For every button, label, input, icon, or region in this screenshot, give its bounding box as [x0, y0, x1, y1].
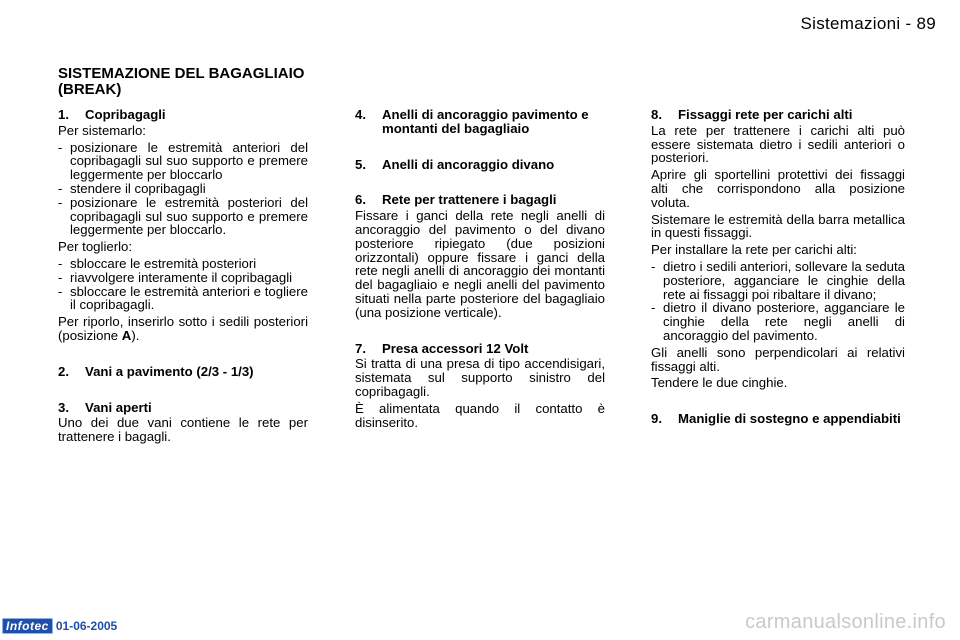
- section-number: 2.: [58, 363, 69, 379]
- section-heading: Anelli di ancoraggio pavimento e montanti del bagagliaio: [382, 107, 589, 136]
- paragraph: Tendere le due cinghie.: [651, 375, 788, 391]
- section-heading: Rete per trattenere i bagagli: [382, 192, 557, 208]
- list-item: - sbloccare le estremità posteriori: [58, 257, 308, 271]
- section-heading: Anelli di ancoraggio divano: [382, 156, 555, 172]
- section-title: [355, 108, 605, 136]
- section: [58, 365, 308, 379]
- paragraph: È alimentata quando il contatto è disinserito.: [355, 400, 605, 430]
- section-number: 9.: [651, 411, 662, 427]
- section-number: 6.: [355, 192, 366, 208]
- paragraph: Gli anelli sono perpendicolari ai relativi fissaggi alti.: [651, 344, 905, 374]
- list-item: - posizionare le estremità anteriori del copribagagli sul suo supporto e premere leggermente per bloccarlo: [58, 141, 308, 182]
- section: [355, 193, 605, 319]
- section-number: 4.: [355, 107, 366, 122]
- footer-date: 01-06-2005: [55, 619, 118, 633]
- section-title: [355, 193, 605, 207]
- paragraph: La rete per trattenere i carichi alti può essere sistemata dietro i sedili anteriori o posteriori.: [651, 122, 905, 166]
- bullet-list: [651, 260, 905, 343]
- section-number: 5.: [355, 156, 366, 172]
- section: [355, 342, 605, 430]
- paragraph: Fissare i ganci della rete negli anelli di ancoraggio del pavimento o del divano posteriore ripiegato (due posizioni orizzontali) oppure fissare i ganci della rete negli anelli di ancoraggio dei montanti del bagagliaio e negli anelli del pavimento situati nella parte posteriore del bagagliaio (una posizione verticale).: [355, 208, 605, 320]
- paragraph: Per toglierlo:: [58, 239, 133, 255]
- list-item: - dietro i sedili anteriori, sollevare la seduta posteriore, agganciare le cinghie della rete ai fissaggi poi ribaltare il divano;: [651, 260, 905, 301]
- paragraph: Aprire gli sportellini protettivi dei fissaggi alti che corrispondono alla posizione voluta.: [651, 167, 905, 210]
- section-heading: Copribagagli: [85, 107, 166, 122]
- column-3: [651, 108, 905, 448]
- page-header: Sistemazioni - 89: [800, 14, 936, 33]
- section: [58, 108, 308, 343]
- section: [651, 412, 905, 426]
- paragraph: Per sistemarlo:: [58, 122, 146, 138]
- section: [651, 108, 905, 390]
- section-title: [355, 158, 605, 172]
- section-heading: Presa accessori 12 Volt: [382, 340, 529, 356]
- section-title: [58, 401, 308, 415]
- section-title: [355, 342, 605, 356]
- list-item: - stendere il copribagagli: [58, 182, 308, 196]
- section-heading: Vani a pavimento (2/3 - 1/3): [85, 363, 254, 379]
- list-item: - riavvolgere interamente il copribagagli: [58, 271, 308, 285]
- paragraph-text: Per riporlo, inserirlo sotto i sedili posteriori (posizione: [58, 314, 308, 343]
- section-number: 8.: [651, 107, 662, 122]
- bullet-list: [58, 141, 308, 238]
- paragraph: Per installare la rete per carichi alti:: [651, 242, 857, 258]
- infotec-logo: Infotec: [2, 618, 53, 634]
- section-title: [651, 108, 905, 122]
- column-2: [355, 108, 605, 451]
- column-1: [58, 108, 308, 466]
- bullet-list: [58, 257, 308, 312]
- section: [355, 108, 605, 136]
- section-heading: Fissaggi rete per carichi alti: [678, 107, 853, 122]
- section-heading: Maniglie di sostegno e appendiabiti: [678, 411, 901, 427]
- section-title: [651, 412, 905, 426]
- list-item: - posizionare le estremità posteriori del copribagagli sul suo supporto e premere leggermente per bloccarlo.: [58, 196, 308, 237]
- section-title: [58, 108, 308, 122]
- section-title: [58, 365, 308, 379]
- position-ref: A: [121, 327, 132, 343]
- section-number: 1.: [58, 107, 69, 122]
- footer: [2, 618, 117, 634]
- page-title: SISTEMAZIONE DEL BAGAGLIAIO (BREAK): [58, 65, 305, 98]
- section: [58, 401, 308, 444]
- paragraph: Sistemare le estremità della barra metallica in questi fissaggi.: [651, 211, 905, 241]
- paragraph-suffix: ).: [131, 327, 140, 343]
- paragraph: Si tratta di una presa di tipo accendisigari, sistemata sul supporto sinistro del copribagagli.: [355, 356, 605, 399]
- section: [355, 158, 605, 172]
- paragraph: Uno dei due vani contiene le rete per trattenere i bagagli.: [58, 415, 308, 445]
- list-item: - sbloccare le estremità anteriori e togliere il copribagagli.: [58, 285, 308, 313]
- section-heading: Vani aperti: [85, 399, 152, 415]
- section-number: 3.: [58, 399, 69, 415]
- section-number: 7.: [355, 340, 366, 356]
- list-item: - dietro il divano posteriore, agganciare le cinghie della rete negli anelli di ancoraggio del pavimento.: [651, 301, 905, 342]
- paragraph: [58, 315, 308, 343]
- watermark: carmanualsonline.info: [745, 611, 946, 633]
